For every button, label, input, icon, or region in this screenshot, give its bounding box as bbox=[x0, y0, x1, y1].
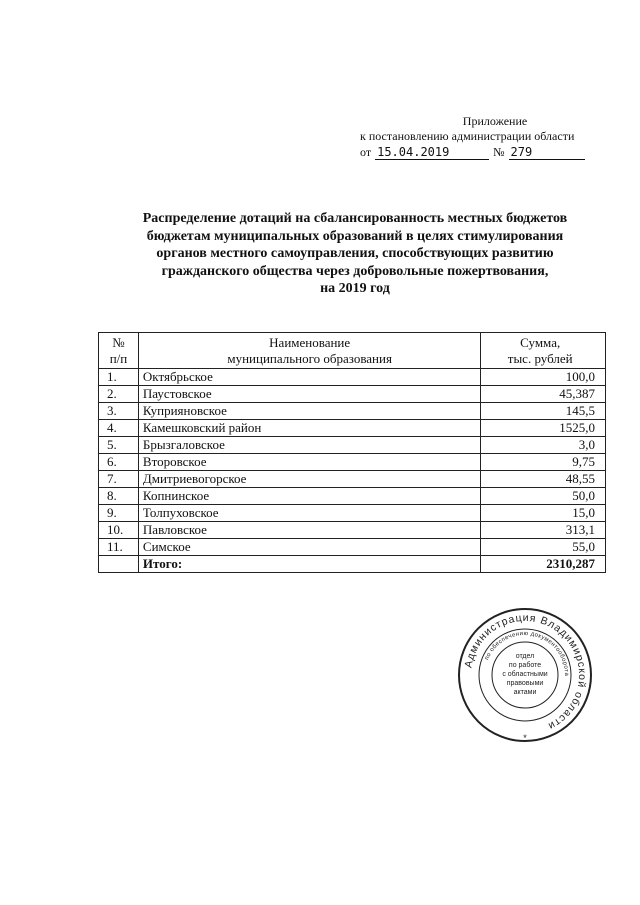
seal-outer-text: Администрация Владимирской области bbox=[462, 611, 589, 733]
title-line: Распределение дотаций на сбалансированность местных бюджетов bbox=[142, 211, 568, 226]
from-label: от bbox=[360, 145, 372, 159]
total-label: Итого: bbox=[138, 556, 480, 573]
row-number: 2. bbox=[99, 386, 139, 403]
row-sum: 313,1 bbox=[481, 522, 606, 539]
table-row bbox=[99, 522, 606, 539]
row-sum: 55,0 bbox=[481, 539, 606, 556]
appendix-reference: к постановлению администрации области bbox=[360, 129, 575, 143]
row-name: Куприяновское bbox=[138, 403, 480, 420]
row-sum: 9,75 bbox=[481, 454, 606, 471]
row-number: 5. bbox=[99, 437, 139, 454]
row-sum: 50,0 bbox=[481, 488, 606, 505]
row-sum: 45,387 bbox=[481, 386, 606, 403]
seal-center-line: актами bbox=[513, 689, 537, 696]
seal-center-line: правовыми bbox=[506, 680, 544, 687]
row-name: Октябрьское bbox=[138, 369, 480, 386]
appendix-date-number bbox=[360, 145, 610, 160]
seal-inner-text: по обеспечению документооборота bbox=[484, 630, 570, 677]
table-row bbox=[99, 420, 606, 437]
row-name: Павловское bbox=[138, 522, 480, 539]
seal-center-line: по работе bbox=[508, 662, 542, 669]
row-number: 1. bbox=[99, 369, 139, 386]
header-number-line: п/п bbox=[109, 350, 128, 366]
decree-number: 279 bbox=[509, 145, 585, 160]
appendix-header bbox=[360, 114, 610, 160]
row-sum: 48,55 bbox=[481, 471, 606, 488]
seal-star-icon: * bbox=[523, 733, 527, 743]
title-line: гражданского общества через добровольные пожертвования, bbox=[161, 263, 549, 279]
title-line: на 2019 год bbox=[320, 281, 390, 296]
row-name: Второвское bbox=[138, 454, 480, 471]
seal-center-line: отдел bbox=[515, 653, 535, 660]
row-number: 3. bbox=[99, 403, 139, 420]
row-number: 10. bbox=[99, 522, 139, 539]
row-number: 7. bbox=[99, 471, 139, 488]
table-header-row bbox=[99, 333, 606, 369]
header-number bbox=[99, 333, 139, 369]
header-sum-line: Сумма, bbox=[520, 334, 561, 350]
row-name: Толпуховское bbox=[138, 505, 480, 522]
row-sum: 145,5 bbox=[481, 403, 606, 420]
official-seal bbox=[456, 606, 594, 744]
row-name: Копнинское bbox=[138, 488, 480, 505]
table-row bbox=[99, 539, 606, 556]
table-row bbox=[99, 505, 606, 522]
table-row bbox=[99, 386, 606, 403]
row-number: 4. bbox=[99, 420, 139, 437]
row-name: Паустовское bbox=[138, 386, 480, 403]
header-name bbox=[138, 333, 480, 369]
table-row bbox=[99, 403, 606, 420]
total-sum: 2310,287 bbox=[481, 556, 606, 573]
row-sum: 100,0 bbox=[481, 369, 606, 386]
header-name-line: муниципального образования bbox=[227, 350, 392, 366]
row-sum: 1525,0 bbox=[481, 420, 606, 437]
row-number: 11. bbox=[99, 539, 139, 556]
header-sum-line: тыс. рублей bbox=[507, 350, 573, 366]
table-row bbox=[99, 437, 606, 454]
seal-center-line: с областными bbox=[502, 671, 548, 678]
table-row bbox=[99, 471, 606, 488]
title-line: бюджетам муниципальных образований в целях стимулирования bbox=[146, 228, 564, 244]
row-name: Брызгаловское bbox=[138, 437, 480, 454]
row-sum: 15,0 bbox=[481, 505, 606, 522]
decree-date: 15.04.2019 bbox=[375, 145, 489, 160]
seal-stamp-icon bbox=[456, 606, 594, 744]
title-line: органов местного самоуправления, способствующих развитию bbox=[156, 246, 554, 261]
number-label: № bbox=[493, 145, 505, 159]
table-row bbox=[99, 488, 606, 505]
row-name: Симское bbox=[138, 539, 480, 556]
document-title bbox=[100, 210, 610, 298]
header-number-line: № bbox=[112, 334, 125, 350]
row-name: Камешковский район bbox=[138, 420, 480, 437]
header-name-line: Наименование bbox=[269, 334, 351, 350]
row-number: 6. bbox=[99, 454, 139, 471]
row-number: 9. bbox=[99, 505, 139, 522]
row-sum: 3,0 bbox=[481, 437, 606, 454]
appendix-title: Приложение bbox=[462, 114, 528, 128]
row-name: Дмитриевогорское bbox=[138, 471, 480, 488]
total-row bbox=[99, 556, 606, 573]
table-row bbox=[99, 454, 606, 471]
table-row bbox=[99, 369, 606, 386]
subsidy-table bbox=[98, 332, 606, 573]
row-number: 8. bbox=[99, 488, 139, 505]
header-sum bbox=[481, 333, 606, 369]
total-empty-cell bbox=[99, 556, 139, 573]
